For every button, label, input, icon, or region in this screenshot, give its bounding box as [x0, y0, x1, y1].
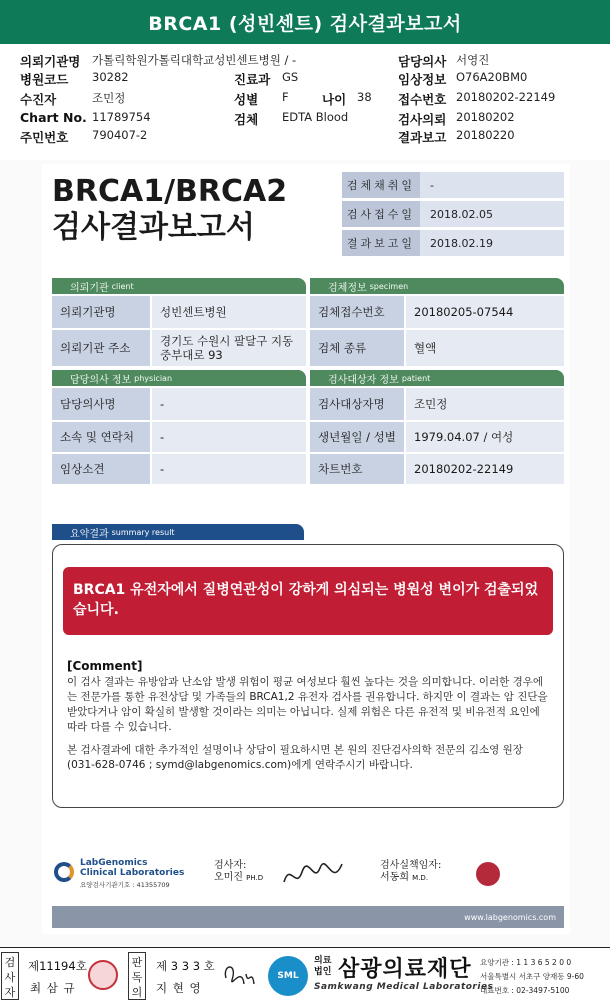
org-phone: 대표번호 : 02-3497-5100: [480, 986, 570, 995]
labgenomics-logo-icon: [54, 862, 74, 882]
clinical-label: 임상정보: [398, 72, 447, 87]
lab-name-line1: LabGenomics: [80, 858, 148, 868]
dept-label: 진료과: [234, 72, 271, 87]
req-date-label: 검사의뢰: [398, 112, 447, 127]
specimen-no-value: 20180205-07544: [406, 296, 564, 328]
patient-name-value: 조민정: [406, 388, 564, 420]
dept-value: GS: [282, 70, 299, 84]
client-name-label: 의뢰기관명: [52, 296, 150, 328]
doc-title-line2: 검사결과보고서: [52, 210, 255, 245]
date-value: -: [420, 172, 564, 198]
date-label: 검사접수일: [342, 201, 420, 227]
summary-head-text: 요약결과: [70, 528, 109, 540]
requester-value: 가톨릭학원가톨릭대학교성빈센트병원 / -: [92, 53, 297, 67]
lab-name: [80, 858, 184, 878]
verifier-number: 제11194호: [28, 959, 87, 973]
chart-value: 11789754: [92, 110, 151, 124]
website-bar: [52, 906, 564, 928]
comment-title: [Comment]: [67, 659, 143, 673]
date-row: [342, 230, 564, 256]
tester-block: [214, 860, 263, 884]
receipt-label: 접수번호: [398, 92, 447, 107]
patient-head-text: 검사대상자 정보: [328, 374, 399, 386]
hospital-code-value: 30282: [92, 70, 129, 84]
org-code: 요양기관 : 1 1 3 6 5 2 0 0: [480, 958, 572, 967]
org-type-line2: 법인: [314, 967, 332, 977]
comment-body: 이 검사 결과는 유방암과 난소암 발생 위험이 평균 여성보다 훨씬 높다는 것을 의미합니다. 이러한 경우에는 전문가를 통한 유전상담 및 가족들의 BRCA1,2 유전자 검사를 권유합니다. 하지만 이 결과는 암 진단을 받았다거나 암이 확실히 발생할 것이라는 의미는 아닙니다. 실제 위험은 다른 유전적 및 비유전적 요인에 따라 다를 수 있습니다.: [67, 676, 548, 733]
physician-name-label: 담당의사명: [52, 388, 150, 420]
tester-name: 오미진: [214, 872, 243, 883]
client-head-text: 의뢰기관: [70, 282, 109, 294]
director-seal-icon: [476, 862, 500, 886]
date-label: 결과보고일: [342, 230, 420, 256]
director-name: 서동희: [380, 872, 409, 883]
patient-label: 수진자: [20, 92, 57, 107]
tester-label: 검사자:: [214, 860, 247, 871]
patient-section-head: [310, 370, 564, 386]
report-title: BRCA1 (성빈센트) 검사결과보고서: [0, 0, 610, 44]
report-date-value: 20180220: [456, 128, 515, 142]
date-value: 2018.02.05: [420, 201, 564, 227]
director-degree: M.D.: [412, 874, 429, 882]
chart-label: Chart No.: [20, 110, 87, 125]
confirmer-label: 판독의: [128, 952, 146, 1000]
confirmer-name: 지 현 영: [156, 981, 202, 995]
rrn-label: 주민번호: [20, 130, 69, 145]
date-label: 검체채취일: [342, 172, 420, 198]
director-label: 검사실책임자:: [380, 860, 442, 871]
physician-contact-label: 소속 및 연락처: [52, 422, 150, 452]
physician-section-head: [52, 370, 306, 386]
client-addr-label: 의뢰기관 주소: [52, 330, 150, 366]
client-addr-value: [152, 330, 306, 366]
scanned-report: [0, 160, 610, 947]
lab-cert: 요양검사기관기호 : 41355709: [80, 881, 170, 889]
verifier-stamp-icon: [88, 960, 118, 990]
specimen-value: EDTA Blood: [282, 110, 349, 124]
sml-logo-icon: SML: [268, 956, 308, 996]
client-addr-line1: 경기도 수원시 팔달구 지동: [160, 334, 294, 348]
client-addr-line2: 중부대로 93: [160, 348, 223, 362]
client-head-en: client: [111, 281, 134, 291]
specimen-section-head: [310, 278, 564, 294]
patient-value: 조민정: [92, 91, 126, 105]
doctor-label: 담당의사: [398, 54, 447, 69]
date-value: 2018.02.19: [420, 230, 564, 256]
receipt-value: 20180202-22149: [456, 90, 556, 104]
age-value: 38: [357, 90, 372, 104]
verifier-name: 최 삼 규: [30, 981, 76, 995]
bottom-signature-bar: [0, 947, 610, 1002]
req-date-value: 20180202: [456, 110, 515, 124]
specimen-no-label: 검체접수번호: [310, 296, 404, 328]
physician-head-en: physician: [134, 373, 173, 383]
org-name: 삼광의료재단: [338, 957, 472, 982]
physician-contact-value: -: [152, 422, 306, 452]
client-section-head: [52, 278, 306, 294]
dob-label: 생년월일 / 성별: [310, 422, 404, 452]
requester-label: 의뢰기관명: [20, 54, 81, 69]
org-location: 서울특별시 서초구 양재동 9-60: [480, 972, 584, 981]
date-row: [342, 172, 564, 198]
result-alert: BRCA1 유전자에서 질병연관성이 강하게 의심되는 병원성 변이가 검출되었습니다.: [63, 567, 553, 635]
header-info: [0, 48, 610, 160]
clinical-note-label: 임상소견: [52, 454, 150, 484]
doctor-value: 서영진: [456, 53, 490, 67]
patient-name-label: 검사대상자명: [310, 388, 404, 420]
specimen-type-value: 혈액: [406, 330, 564, 366]
specimen-head-en: specimen: [369, 281, 409, 291]
patient-head-en: patient: [401, 373, 431, 383]
org-name-en: Samkwang Medical Laboratories: [314, 982, 494, 992]
summary-head-en: summary result: [111, 527, 175, 537]
doc-chart-label: 차트번호: [310, 454, 404, 484]
summary-box: [52, 544, 564, 808]
age-label: 나이: [322, 92, 347, 107]
dob-value: 1979.04.07 / 여성: [406, 422, 564, 452]
confirmer-signature-icon: [220, 956, 256, 994]
date-row: [342, 201, 564, 227]
client-name-value: 성빈센트병원: [152, 296, 306, 328]
website-text: www.labgenomics.com: [464, 912, 556, 922]
verifier-label: 검사자: [1, 952, 19, 1000]
physician-head-text: 담당의사 정보: [70, 374, 132, 386]
physician-name-value: -: [152, 388, 306, 420]
org-type-line1: 의료: [314, 956, 332, 966]
sex-value: F: [282, 90, 289, 104]
summary-section-head: [52, 524, 304, 540]
confirmer-number: 제 3 3 3 호: [156, 959, 215, 973]
date-box: [342, 172, 564, 259]
director-block: [380, 860, 441, 884]
lab-name-line2: Clinical Laboratories: [80, 868, 185, 878]
specimen-head-text: 검체정보: [328, 282, 367, 294]
comment-contact: 본 검사결과에 대한 추가적인 설명이나 상담이 필요하시면 본 원의 진단검사의학 전문의 김소영 원장 (031-628-0746 ; symd@labgenomics.com)에게 연락주시기 바랍니다.: [67, 744, 523, 771]
specimen-type-label: 검체 종류: [310, 330, 404, 366]
specimen-label: 검체: [234, 112, 259, 127]
clinical-value: O76A20BM0: [456, 70, 528, 84]
rrn-value: 790407-2: [92, 128, 148, 142]
report-page: [42, 164, 570, 934]
doc-chart-value: 20180202-22149: [406, 454, 564, 484]
hospital-code-label: 병원코드: [20, 72, 69, 87]
org-address: [480, 956, 584, 998]
report-date-label: 결과보고: [398, 130, 447, 145]
clinical-note-value: -: [152, 454, 306, 484]
org-type: [314, 956, 331, 978]
signature-icon: [280, 854, 350, 894]
doc-title-line1: BRCA1/BRCA2: [52, 174, 288, 209]
doc-title: [52, 174, 287, 246]
sex-label: 성별: [234, 92, 259, 107]
lab-footer: [52, 850, 564, 900]
tester-degree: PH.D: [246, 874, 264, 882]
